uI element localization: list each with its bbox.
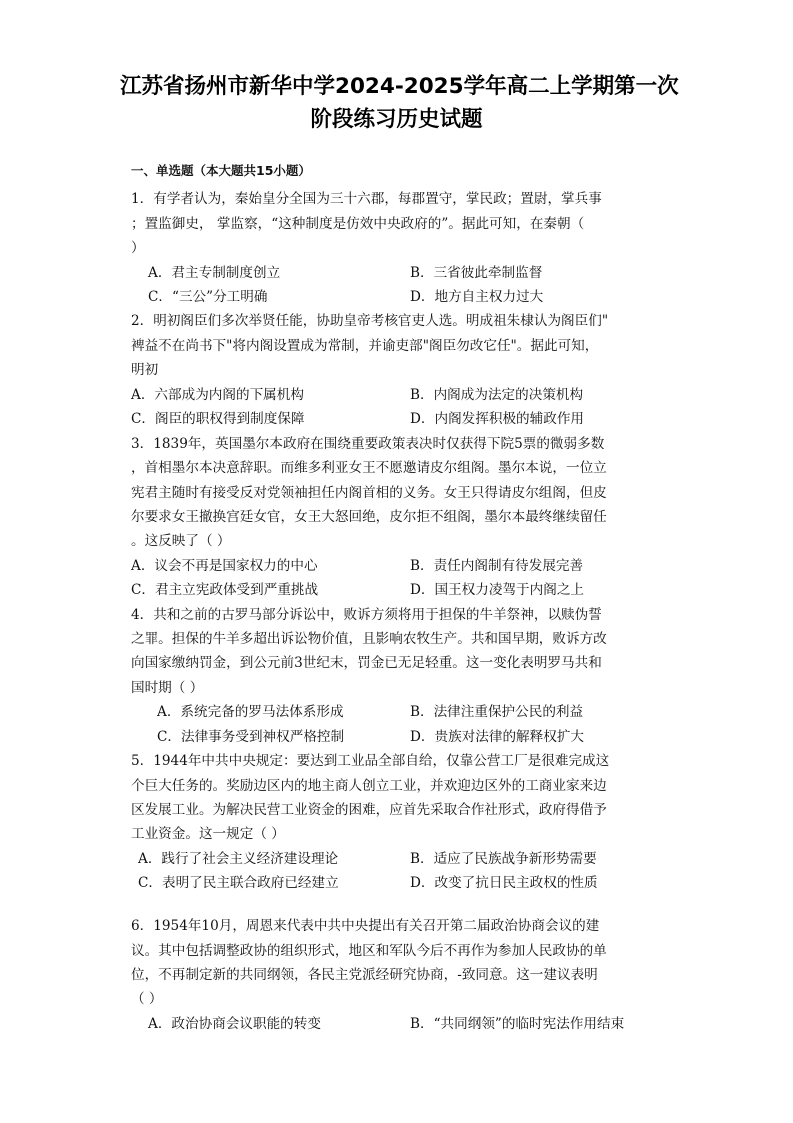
question-text-line: 裨益不在尚书下"将内阁设置成为常制，并谕吏部"阁臣勿改它任"。据此可知， [131, 338, 599, 354]
option-b[interactable]: B．三省彼此牵制监督 [410, 265, 543, 281]
question-text-line: 。这反映了（ ） [131, 533, 231, 549]
title-line-2: 阶段练习历史试题 [310, 107, 483, 132]
option-c[interactable]: C．表明了民主联合政府已经建立 [138, 875, 339, 891]
option-c[interactable]: C．“三公”分工明确 [148, 289, 268, 305]
question-text-line: 宪君主随时有接受反对党领袖担任内阁首相的义务。女王只得请皮尔组阁，但皮 [131, 485, 607, 501]
question-text-line: ，首相墨尔本决意辞职。而维多利亚女王不愿邀请皮尔组阁。墨尔本说，一位立 [131, 460, 607, 476]
option-a[interactable]: A．君主专制制度创立 [148, 265, 281, 281]
title-line-1: 江苏省扬州市新华中学2024-2025学年高二上学期第一次 [120, 74, 679, 99]
option-a[interactable]: A．践行了社会主义经济建设理论 [138, 851, 339, 867]
option-b[interactable]: B．法律注重保护公民的利益 [410, 704, 584, 720]
question-text-line: 4．共和之前的古罗马部分诉讼中，败诉方须将用于担保的牛羊祭神，以赎伪誓 [131, 607, 602, 623]
question-text-line: 明初 [131, 362, 159, 378]
question-text-line: ；置监御史， 掌监察，“这种制度是仿效中央政府的”。据此可知，在秦朝（ [131, 216, 585, 232]
option-a[interactable]: A．六部成为内阁的下属机构 [131, 387, 304, 403]
page-title [120, 70, 679, 136]
option-b[interactable]: B．责任内阁制有待发展完善 [410, 558, 584, 574]
question-text-line: 6．1954年10月，周恩来代表中共中央提出有关召开第二届政治协商会议的建 [131, 918, 600, 934]
option-d[interactable]: D．贵族对法律的解释权扩大 [410, 729, 585, 745]
option-a[interactable]: A．系统完备的罗马法体系形成 [157, 704, 344, 720]
question-text-line: 工业资金。这一规定（ ） [131, 826, 285, 842]
question-text-line: 区发展工业。为解决民营工业资金的困难，应首先采取合作社形式，政府得借予 [131, 802, 607, 818]
question-text-line: 之罪。担保的牛羊多超出诉讼物价值，且影响农牧生产。共和国早期，败诉方改 [131, 631, 607, 647]
option-d[interactable]: D．地方自主权力过大 [410, 289, 544, 305]
question-text-line: 尔要求女王撤换宫廷女官，女王大怒回绝，皮尔拒不组阁，墨尔本最终继续留任 [131, 509, 607, 525]
question-text-line: 3．1839年，英国墨尔本政府在围绕重要政策表决时仅获得下院5票的微弱多数 [131, 436, 605, 452]
question-text-line: 国时期（ ） [131, 680, 204, 696]
option-b[interactable]: B．内阁成为法定的决策机构 [410, 387, 584, 403]
question-text-line: 议。其中包括调整政协的组织形式，地区和军队今后不再作为参加人民政协的单 [131, 943, 607, 959]
question-text-line: 向国家缴纳罚金，到公元前3世纪末，罚金已无足轻重。这一变化表明罗马共和 [131, 655, 602, 671]
question-text-line: 位，不再制定新的共同纲领，各民主党派经研究协商，-致同意。这一建议表明 [131, 967, 598, 983]
question-text-line: 5．1944年中共中央规定：要达到工业品全部自给，仅靠公营工厂是很难完成这 [131, 753, 610, 769]
option-c[interactable]: C．法律事务受到神权严格控制 [157, 729, 345, 745]
section-heading: 一、单选题（本大题共15小题） [131, 163, 311, 178]
option-c[interactable]: C．阁臣的职权得到制度保障 [131, 411, 305, 427]
option-c[interactable]: C．君主立宪政体受到严重挑战 [131, 582, 319, 598]
question-text-line: 2．明初阁臣们多次举贤任能，协助皇帝考核官吏人选。明成祖朱棣认为阁臣们" [131, 313, 609, 329]
option-a[interactable]: A．政治协商会议职能的转变 [148, 1016, 321, 1032]
question-text-line: （ ） [131, 991, 163, 1007]
option-b[interactable]: B．“共同纲领”的临时宪法作用结束 [410, 1016, 625, 1032]
option-b[interactable]: B．适应了民族战争新形势需要 [410, 851, 597, 867]
option-a[interactable]: A．议会不再是国家权力的中心 [131, 558, 318, 574]
option-d[interactable]: D．内阁发挥积极的辅政作用 [410, 411, 585, 427]
question-text-line: 1．有学者认为，秦始皇分全国为三十六郡，每郡置守，掌民政；置尉，掌兵事 [131, 191, 602, 207]
option-d[interactable]: D．国王权力凌驾于内阁之上 [410, 582, 585, 598]
question-text-line: ） [131, 240, 145, 256]
option-d[interactable]: D．改变了抗日民主政权的性质 [410, 875, 598, 891]
question-text-line: 个巨大任务的。奖励边区内的地主商人创立工业，并欢迎边区外的工商业家来边 [131, 778, 607, 794]
